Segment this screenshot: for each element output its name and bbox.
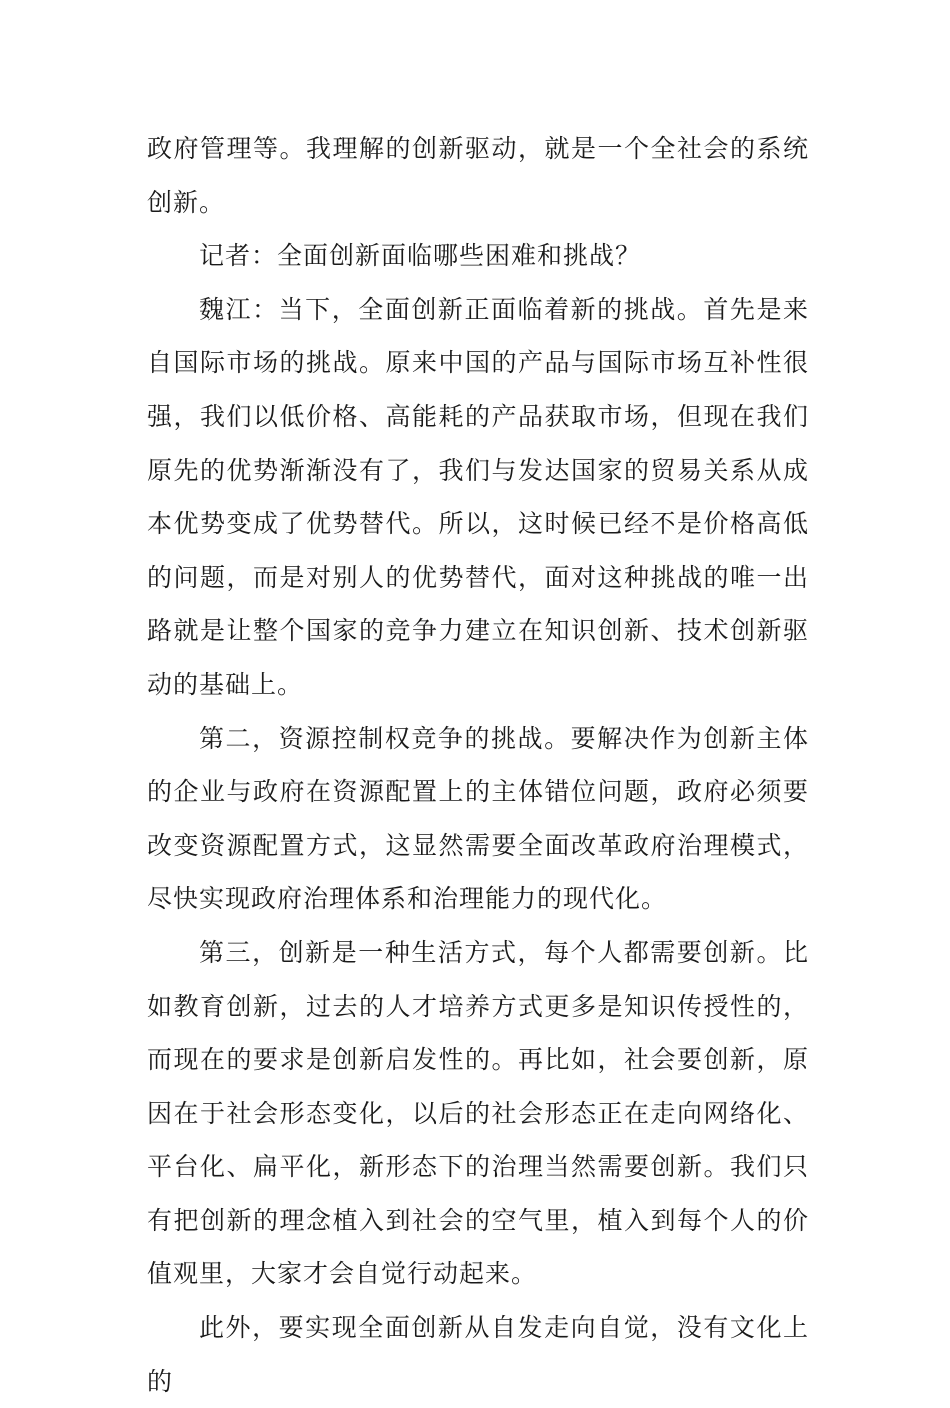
document-body bbox=[147, 122, 809, 1408]
paragraph-4: 第二，资源控制权竞争的挑战。要解决作为创新主体的企业与政府在资源配置上的主体错位问题，政府必须要改变资源配置方式，这显然需要全面改革政府治理模式，尽快实现政府治理体系和治理能力的现代化。 bbox=[147, 723, 809, 914]
paragraph-3: 魏江：当下，全面创新正面临着新的挑战。首先是来自国际市场的挑战。原来中国的产品与国际市场互补性很强，我们以低价格、高能耗的产品获取市场，但现在我们原先的优势渐渐没有了，我们与发达国家的贸易关系从成本优势变成了优势替代。所以，这时候已经不是价格高低的问题，而是对别人的优势替代，面对这种挑战的唯一出路就是让整个国家的竞争力建立在知识创新、技术创新驱动的基础上。 bbox=[147, 294, 809, 699]
paragraph-2: 记者：全面创新面临哪些困难和挑战？ bbox=[199, 241, 642, 271]
paragraph-6: 此外，要实现全面创新从自发走向自觉，没有文化上的 bbox=[147, 1313, 809, 1396]
paragraph-1: 政府管理等。我理解的创新驱动，就是一个全社会的系统创新。 bbox=[147, 134, 809, 217]
paragraph-5: 第三，创新是一种生活方式，每个人都需要创新。比如教育创新，过去的人才培养方式更多是知识传授性的，而现在的要求是创新启发性的。再比如，社会要创新，原因在于社会形态变化，以后的社会形态正在走向网络化、平台化、扁平化，新形态下的治理当然需要创新。我们只有把创新的理念植入到社会的空气里，植入到每个人的价值观里，大家才会自觉行动起来。 bbox=[147, 937, 809, 1289]
